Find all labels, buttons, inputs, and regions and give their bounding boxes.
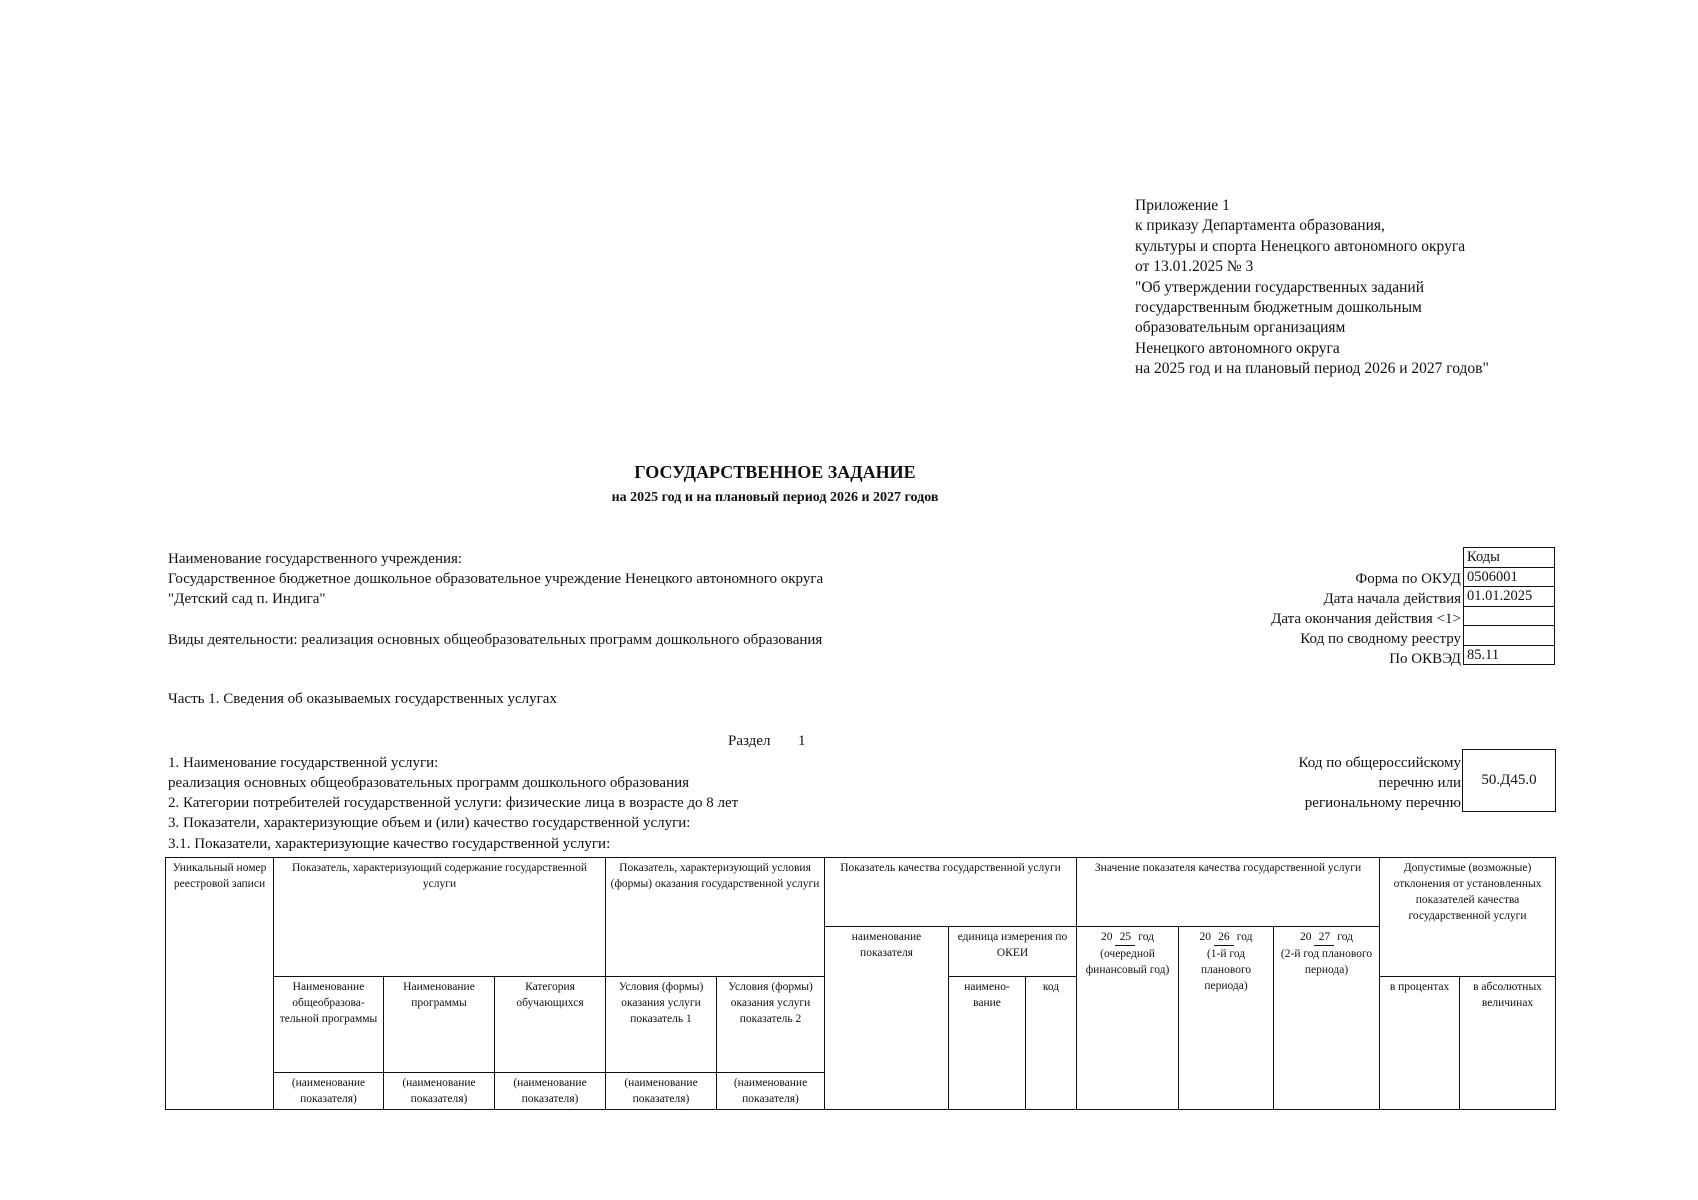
year3-suffix: год [1337,930,1353,943]
code-label-registry: Код по сводному реестру [1300,631,1461,647]
code-list-label1: Код по общероссийскому [1298,755,1461,771]
appendix-line: Приложение 1 [1135,197,1230,214]
indicator-name-1: (наименование показателя) [274,1072,384,1109]
sub-program-name: Наименование общеобразова-тельной программы [274,976,384,1072]
service-item1: 1. Наименование государственной услуги: [168,755,439,771]
part1-heading: Часть 1. Сведения об оказываемых государственных услугах [168,691,557,707]
code-end-value [1464,606,1555,626]
quality-unit: единица измерения по ОКЕИ [949,926,1077,976]
col-unique-number: Уникальный номер реестровой записи [166,858,274,1110]
service-item31: 3.1. Показатели, характеризующие качество государственной услуги: [168,836,611,852]
section-number: 1 [798,733,806,749]
year3-cell [1274,926,1380,1109]
col-deviation: Допустимые (возможные) отклонения от установленных показателей качества государственной услуги [1393,862,1542,922]
year3-prefix: 20 [1300,930,1312,943]
appendix-line: от 13.01.2025 № 3 [1135,258,1254,276]
quality-name: наименование показателя [825,926,949,1109]
code-okved-value: 85.11 [1464,645,1555,665]
sub-category: Категория обучающихся [495,976,606,1072]
year2-prefix: 20 [1199,930,1212,943]
service-item1-value: реализация основных общеобразовательных программ дошкольного образования [168,775,690,791]
sub-condition2: Условия (формы) оказания услуги показатель 2 [717,976,825,1072]
year1-note: (очередной финансовый год) [1085,947,1170,976]
year3-num: 27 [1314,929,1334,946]
document-title: ГОСУДАРСТВЕННОЕ ЗАДАНИЕ [634,462,916,482]
appendix-line: к приказу Департамента образования, [1135,217,1385,235]
code-list-label2: перечню или [1378,775,1461,791]
section-label: Раздел [728,733,771,749]
institution-label: Наименование государственного учреждения: [168,551,463,567]
appendix-line: культуры и спорта Ненецкого автономного округа [1135,237,1466,255]
indicator-name-4: (наименование показателя) [606,1072,717,1109]
col-conditions: Показатель, характеризующий условия (формы) оказания государственной услуги [606,858,825,977]
service-code-box: 50.Д45.0 [1462,749,1556,812]
appendix-block [1135,196,1489,380]
unit-code: код [1026,976,1077,1109]
appendix-line: на 2025 год и на плановый период 2026 и 2027 годов" [1135,360,1489,378]
indicator-name-5: (наименование показателя) [717,1072,825,1109]
year1-cell [1077,926,1179,1109]
sub-condition1: Условия (формы) оказания услуги показатель 1 [606,976,717,1072]
quality-indicators-table [165,857,1556,1110]
service-item3: 3. Показатели, характеризующие объем и (или) качество государственной услуги: [168,815,691,831]
activity-type: Виды деятельности: реализация основных общеобразовательных программ дошкольного образования [168,632,823,648]
code-label-okved: По ОКВЭД [1389,651,1461,667]
appendix-line: Ненецкого автономного округа [1135,339,1340,357]
appendix-line: "Об утверждении государственных заданий [1135,278,1425,296]
code-label-okud: Форма по ОКУД [1355,571,1461,587]
code-registry-value [1464,626,1555,646]
code-label-start: Дата начала действия [1323,591,1461,607]
col-content: Показатель, характеризующий содержание государственной услуги [274,858,606,977]
codes-table [1463,547,1555,665]
sub-program: Наименование программы [384,976,495,1072]
col-value: Значение показателя качества государственной услуги [1077,858,1380,927]
institution-name-line1: Государственное бюджетное дошкольное образовательное учреждение Ненецкого автономного округа [168,571,824,587]
year3-note: (2-й год планового периода) [1280,947,1373,976]
code-label-end: Дата окончания действия <1> [1271,611,1461,627]
indicator-name-3: (наименование показателя) [495,1072,606,1109]
year2-suffix: год [1236,930,1253,943]
year1-num: 25 [1115,929,1135,946]
document-subtitle: на 2025 год и на плановый период 2026 и 2027 годов [611,490,939,505]
indicator-name-2: (наименование показателя) [384,1072,495,1109]
col-quality: Показатель качества государственной услуги [825,858,1077,927]
code-list-label3: региональному перечню [1304,795,1461,811]
year2-num: 26 [1214,929,1234,946]
dev-percent: в процентах [1380,976,1460,1109]
year1-suffix: год [1138,930,1154,943]
appendix-line: образовательным организациям [1135,319,1346,337]
year2-note: (1-й год планового периода) [1200,947,1252,992]
appendix-line: государственным бюджетным дошкольным [1135,299,1422,317]
year1-prefix: 20 [1101,930,1113,943]
codes-header: Коды [1464,548,1555,568]
service-item2: 2. Категории потребителей государственной услуги: физические лица в возрасте до 8 лет [168,795,739,811]
dev-absolute: в абсолютных величинах [1460,976,1556,1109]
institution-name-line2: "Детский сад п. Индига" [168,591,326,607]
col-deviation-top [1380,858,1556,927]
code-okud-value: 0506001 [1464,567,1555,587]
col-deviation-spacer [1380,926,1556,976]
code-start-value: 01.01.2025 [1464,587,1555,607]
year2-cell [1179,926,1274,1109]
unit-name: наимено-вание [949,976,1026,1109]
